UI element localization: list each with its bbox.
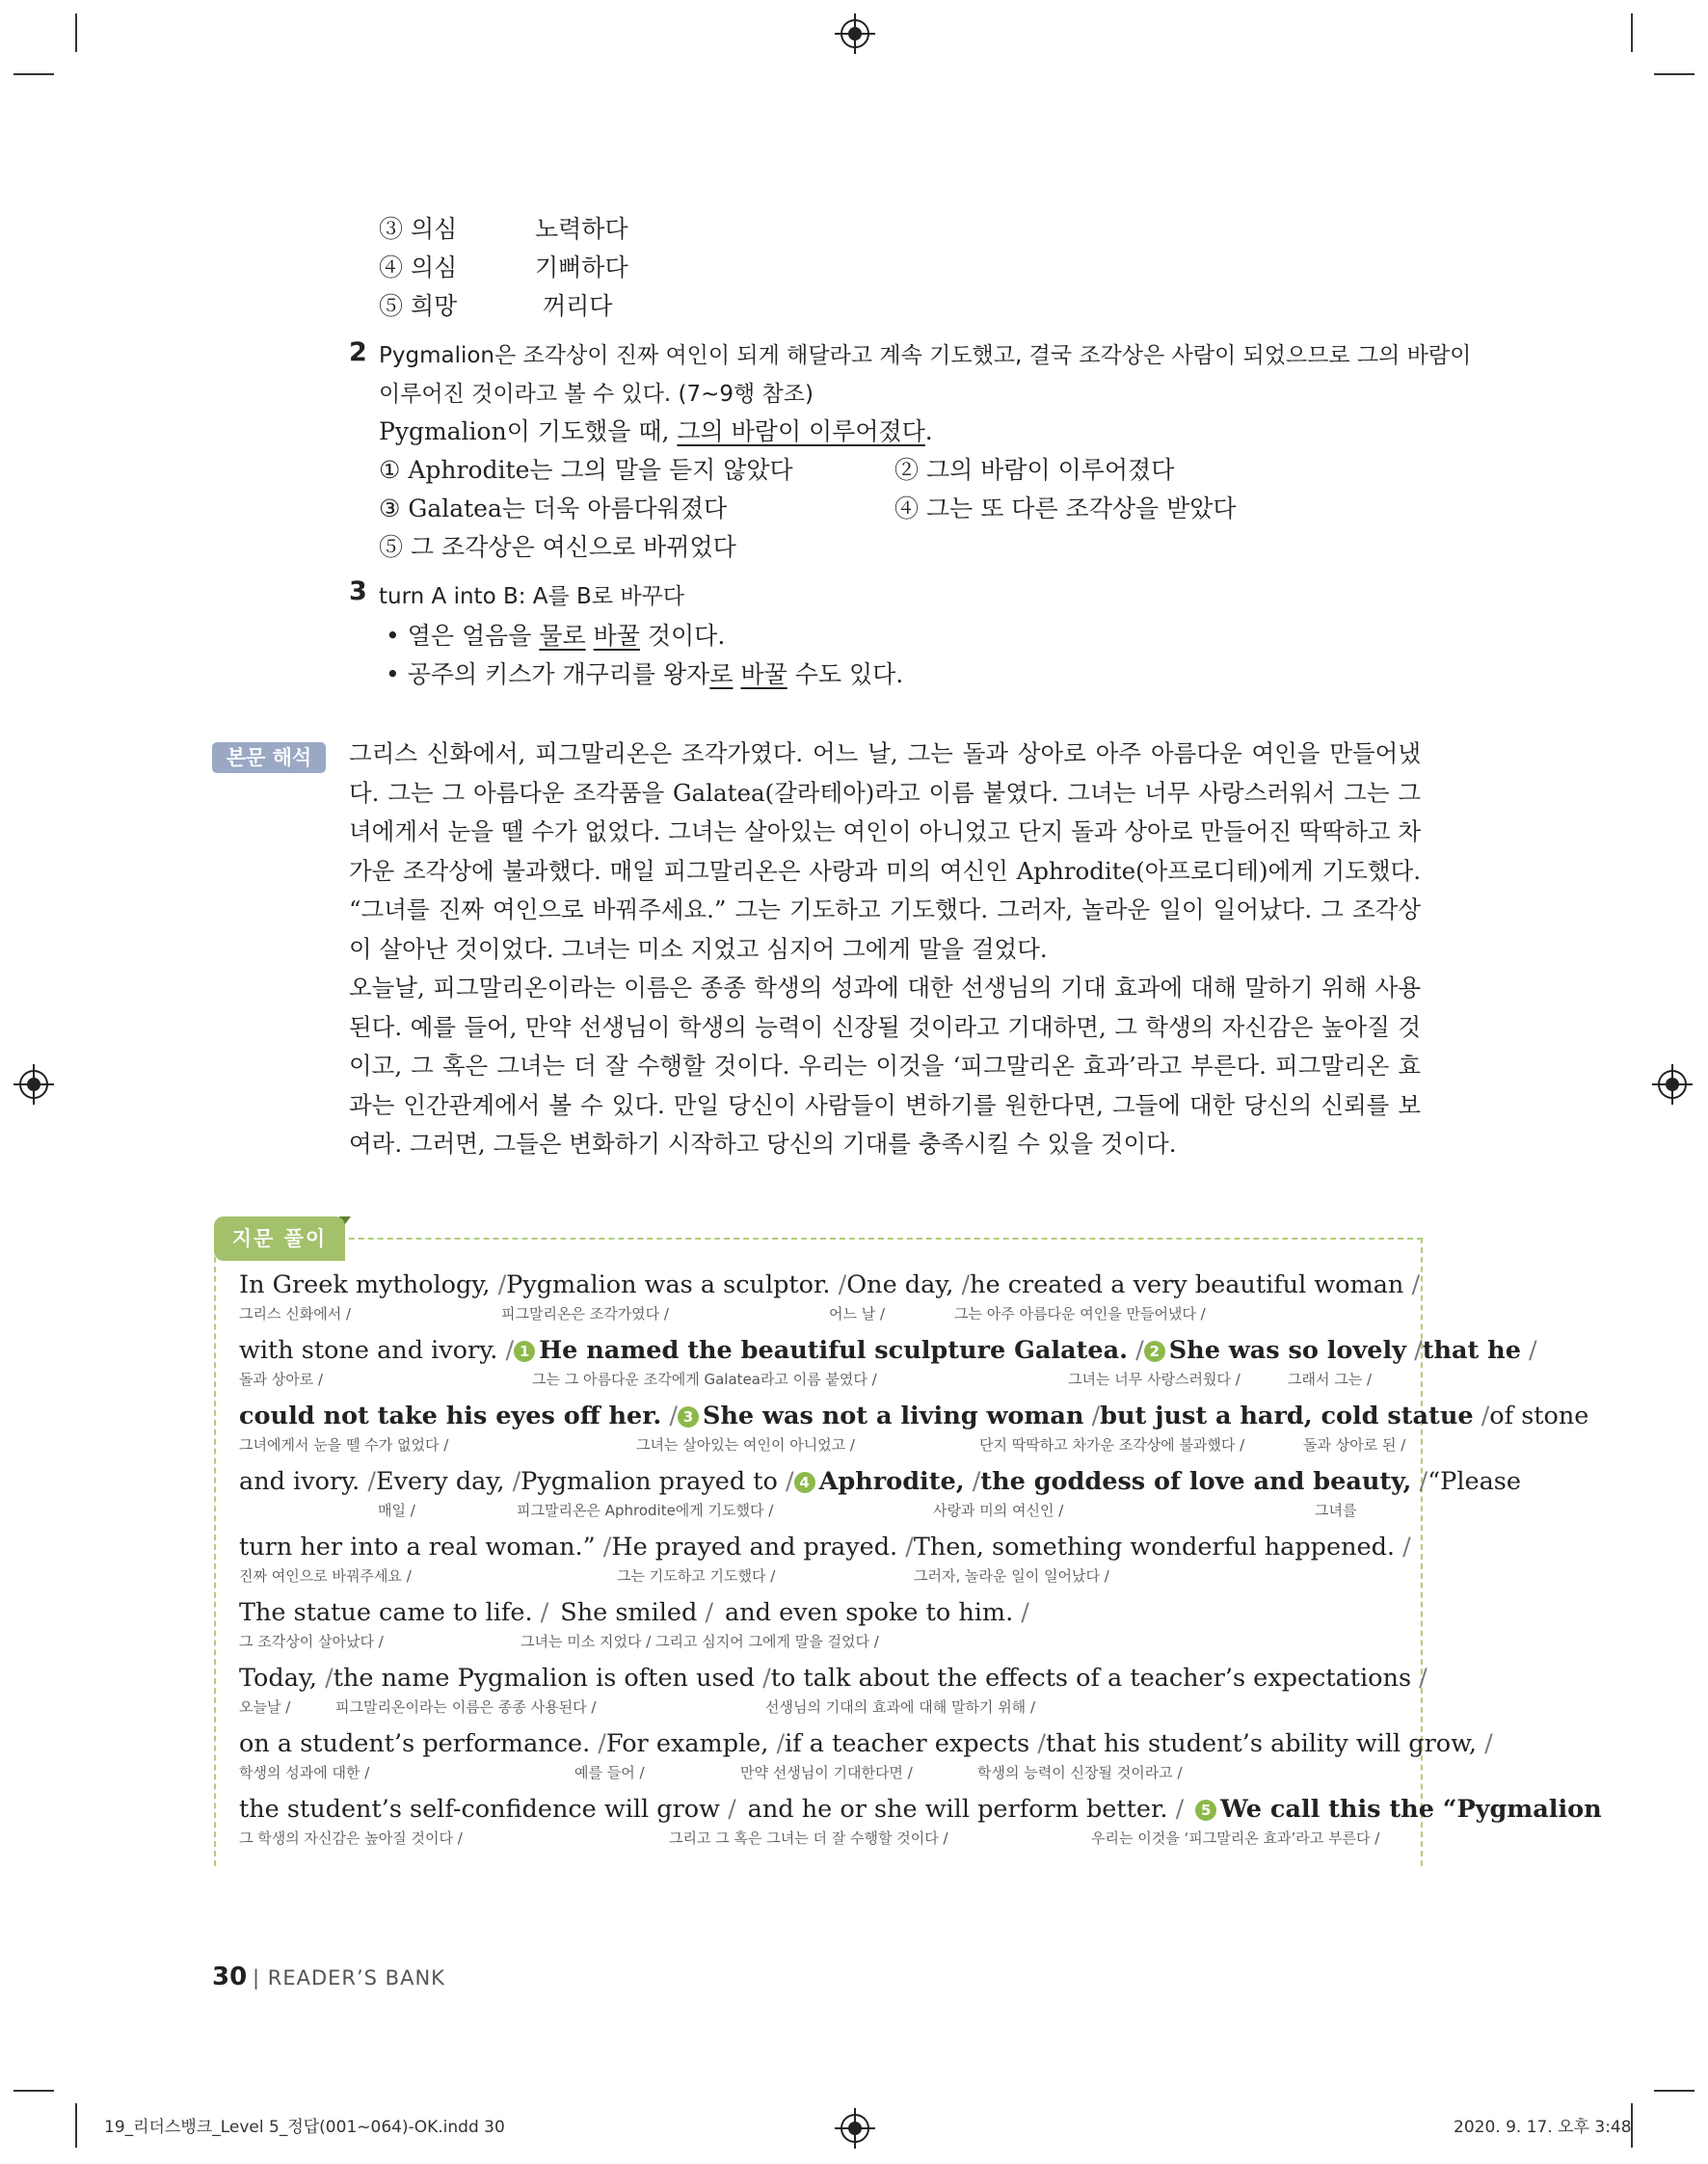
crop-mark (1654, 73, 1695, 75)
passage-line (239, 1795, 1602, 1824)
passage-line (239, 1598, 1384, 1627)
passage-translation-chunk: 만약 선생님이 기대한다면 / (740, 1764, 913, 1781)
translation-text (349, 735, 1421, 1164)
file-name: 19_리더스뱅크_Level 5_정답(001~064)-OK.indd 30 (104, 2118, 505, 2137)
page-number: 30 (212, 1963, 248, 1991)
q1-option: ③ 의심 노력하다 (379, 215, 628, 243)
passage-chunk: turn her into a real woman.” / (239, 1533, 612, 1562)
passage-translation-chunk: 돌과 상아로 된 / (1303, 1436, 1406, 1454)
passage-line (239, 1729, 1493, 1758)
passage-chunk: the student’s self-confidence will grow / (239, 1795, 736, 1824)
crop-mark (13, 73, 54, 75)
passage-translation-chunk: 학생의 성과에 대한 / (239, 1764, 370, 1781)
question-number: 2 (349, 337, 367, 367)
passage-translation-chunk: 사랑과 미의 여신인 / (933, 1502, 1064, 1519)
book-title: | READER’S BANK (253, 1966, 445, 1990)
passage-translation-chunk: 그녀에게서 눈을 뗄 수가 없었다 / (239, 1436, 449, 1454)
q2-option: ⑤ 그 조각상은 여신으로 바뀌었다 (379, 533, 736, 561)
crop-mark (75, 13, 77, 52)
passage-translation-chunk: 그 조각상이 살아났다 / (239, 1633, 384, 1650)
q2-explanation: Pygmalion은 조각상이 진짜 여인이 되게 해달라고 계속 기도했고, 결국 조각상은 사람이 되었으므로 그의 바람이 (379, 343, 1472, 368)
q2-option: ① Aphrodite는 그의 말을 듣지 않았다 (379, 456, 793, 484)
passage-chunk: and even spoke to him. / (725, 1598, 1029, 1627)
passage-translation-chunk: 학생의 능력이 신장될 것이라고 / (977, 1764, 1183, 1781)
passage-translation-chunk: 그녀는 미소 지었다 / 그리고 심지어 그에게 말을 걸었다 / (520, 1633, 879, 1650)
q2-option: ④ 그는 또 다른 조각상을 받았다 (894, 494, 1237, 522)
passage-translation-chunk: 그는 아주 아름다운 여인을 만들어냈다 / (954, 1305, 1206, 1322)
passage-line (239, 1402, 1589, 1430)
passage-chunk: Today, / (239, 1664, 334, 1693)
passage-translation-chunk: 오늘날 / (239, 1698, 291, 1716)
passage-translation-chunk: 예를 들어 / (574, 1764, 645, 1781)
sentence-number-icon: 1 (514, 1341, 535, 1362)
passage-line (239, 1336, 1537, 1365)
passage-translation-chunk: 그녀를 (1315, 1502, 1357, 1519)
passage-badge: 지문 풀이 (214, 1216, 345, 1261)
passage-chunk: to talk about the effects of a teacher’s expectations / (770, 1664, 1428, 1693)
passage-chunk: with stone and ivory. / (239, 1336, 515, 1365)
passage-chunk: She smiled / (560, 1598, 714, 1627)
passage-translation-chunk: 그리스 신화에서 / (239, 1305, 352, 1322)
passage-chunk: if a teacher expects / (785, 1729, 1046, 1758)
passage-translation-chunk: 선생님의 기대의 효과에 대해 말하기 위해 / (765, 1698, 1035, 1716)
timestamp: 2020. 9. 17. 오후 3:48 (1454, 2118, 1632, 2137)
registration-mark-icon (841, 2114, 869, 2143)
passage-chunk: and he or she will perform better. / (747, 1795, 1185, 1824)
question-number: 3 (349, 576, 367, 606)
q3-example: • 열은 얼음을 물로 바꿀 것이다. (386, 622, 726, 650)
passage-chunk: In Greek mythology, / (239, 1270, 507, 1299)
passage-translation-chunk: 진짜 여인으로 바꿔주세요 / (239, 1567, 412, 1585)
sentence-number-icon: 5 (1195, 1800, 1216, 1821)
passage-chunk: One day, / (846, 1270, 971, 1299)
passage-chunk: For example, / (605, 1729, 786, 1758)
passage-chunk: 4 Aphrodite, / (794, 1467, 981, 1496)
passage-chunk: and ivory. / (239, 1467, 376, 1496)
passage-chunk: 2 She was so lovely / (1144, 1336, 1423, 1365)
passage-translation-chunk: 피그말리온은 조각가였다 / (501, 1305, 669, 1322)
passage-translation-chunk: 그리고 그 혹은 그녀는 더 잘 수행할 것이다 / (669, 1830, 948, 1847)
crop-mark (1631, 13, 1633, 52)
q2-option: ③ Galatea는 더욱 아름다워졌다 (379, 494, 728, 522)
passage-translation-chunk: 어느 날 / (829, 1305, 886, 1322)
q2-option: ② 그의 바람이 이루어졌다 (894, 456, 1175, 484)
passage-translation-chunk: 그 학생의 자신감은 높아질 것이다 / (239, 1830, 463, 1847)
passage-chunk: the name Pygmalion is often used / (333, 1664, 771, 1693)
passage-chunk: 1 He named the beautiful sculpture Galatea. / (514, 1336, 1144, 1365)
passage-translation-chunk: 단지 딱딱하고 차가운 조각상에 불과했다 / (979, 1436, 1245, 1454)
crop-mark (75, 2103, 77, 2148)
passage-chunk: the goddess of love and beauty, / (980, 1467, 1428, 1496)
registration-mark-icon (19, 1070, 48, 1099)
passage-line (239, 1467, 1521, 1496)
passage-translation-chunk: 피그말리온이라는 이름은 종종 사용된다 / (335, 1698, 597, 1716)
passage-translation-chunk: 그러자, 놀라운 일이 일어났다 / (914, 1567, 1109, 1585)
passage-chunk: Then, something wonderful happened. / (913, 1533, 1411, 1562)
crop-mark (1654, 2090, 1695, 2092)
crop-mark (13, 2090, 54, 2092)
passage-translation-chunk: 피그말리온은 Aphrodite에게 기도했다 / (517, 1502, 774, 1519)
q1-option: ④ 의심 기뻐하다 (379, 254, 628, 281)
q2-explanation: 이루어진 것이라고 볼 수 있다. (7~9행 참조) (379, 382, 814, 407)
passage-chunk: Pygmalion prayed to / (520, 1467, 794, 1496)
passage-translation-chunk: 그녀는 너무 사랑스러웠다 / (1068, 1371, 1241, 1388)
passage-chunk: of stone (1489, 1402, 1589, 1430)
passage-chunk: could not take his eyes off her. / (239, 1402, 678, 1430)
passage-chunk: Pygmalion was a sculptor. / (506, 1270, 847, 1299)
passage-translation-chunk: 그는 기도하고 기도했다 / (617, 1567, 776, 1585)
passage-chunk: 3 She was not a living woman / (678, 1402, 1100, 1430)
passage-translation-chunk: 그녀는 살아있는 여인이 아니었고 / (636, 1436, 855, 1454)
q2-sentence: Pygmalion이 기도했을 때, 그의 바람이 이루어졌다. (379, 417, 933, 445)
passage-translation-chunk: 그래서 그는 / (1288, 1371, 1373, 1388)
q3-example: • 공주의 키스가 개구리를 왕자로 바꿀 수도 있다. (386, 660, 904, 688)
passage-chunk: on a student’s performance. / (239, 1729, 606, 1758)
passage-line (239, 1533, 1411, 1562)
q3-title: turn A into B: A를 B로 바꾸다 (379, 584, 685, 609)
translation-paragraph: 오늘날, 피그말리온이라는 이름은 종종 학생의 성과에 대한 선생님의 기대 효과에 대해 말하기 위해 사용된다. 예를 들어, 만약 선생님이 학생의 능력이 신장될 것이라고 기대하면, 그 학생의 자신감은 높아질 것이고, 그 혹은 그녀는 더 잘 수행할 것이다. 우리는 이것을 ‘피그말리온 효과’라고 부른다. 피그말리온 효과는 인간관계에서 볼 수 있다. 만일 당신이 사람들이 변하기를 원한다면, 그들에 대한 당신의 신뢰를 보여라. 그러면, 그들은 변화하기 시작하고 당신의 기대를 충족시킬 수 있을 것이다. (349, 974, 1421, 1158)
passage-chunk: Every day, / (376, 1467, 521, 1496)
q1-option: ⑤ 희망 꺼리다 (379, 292, 613, 320)
passage-chunk: The statue came to life. / (239, 1598, 549, 1627)
translation-badge: 본문 해석 (212, 742, 326, 773)
sentence-number-icon: 3 (678, 1406, 699, 1428)
sentence-number-icon: 4 (794, 1472, 815, 1493)
sentence-number-icon: 2 (1144, 1341, 1165, 1362)
passage-translation-chunk: 우리는 이것을 ‘피그말리온 효과’라고 부른다 / (1091, 1830, 1380, 1847)
registration-mark-icon (841, 19, 869, 48)
passage-chunk: that he / (1422, 1336, 1537, 1365)
passage-chunk: 5 We call this the “Pygmalion (1195, 1795, 1602, 1824)
passage-chunk: “Please (1428, 1467, 1521, 1496)
translation-paragraph: 그리스 신화에서, 피그말리온은 조각가였다. 어느 날, 그는 돌과 상아로 아주 아름다운 여인을 만들어냈다. 그는 그 아름다운 조각품을 Galatea(갈라테아)라고 이름 붙였다. 그녀는 너무 사랑스러워서 그는 그녀에게서 눈을 뗄 수가 없었다. 그녀는 살아있는 여인이 아니었고 단지 돌과 상아로 만들어진 딱딱하고 차가운 조각상에 불과했다. 매일 피그말리온은 사랑과 미의 여신인 Aphrodite(아프로디테)에게 기도했다. “그녀를 진짜 여인으로 바꿔주세요.” 그는 기도하고 기도했다. 그러자, 놀라운 일이 일어났다. 그 조각상이 살아난 것이었다. 그녀는 미소 지었고 심지어 그에게 말을 걸었다. (349, 739, 1421, 963)
passage-chunk: He prayed and prayed. / (611, 1533, 914, 1562)
passage-chunk: that his student’s ability will grow, / (1045, 1729, 1493, 1758)
registration-mark-icon (1658, 1070, 1687, 1099)
passage-chunk: but just a hard, cold statue / (1100, 1402, 1490, 1430)
passage-line (239, 1664, 1428, 1693)
passage-translation-chunk: 매일 / (378, 1502, 415, 1519)
passage-translation-chunk: 그는 그 아름다운 조각에게 Galatea라고 이름 붙였다 / (532, 1371, 877, 1388)
passage-translation-chunk: 돌과 상아로 / (239, 1371, 324, 1388)
passage-chunk: he created a very beautiful woman / (970, 1270, 1421, 1299)
passage-line (239, 1270, 1421, 1299)
